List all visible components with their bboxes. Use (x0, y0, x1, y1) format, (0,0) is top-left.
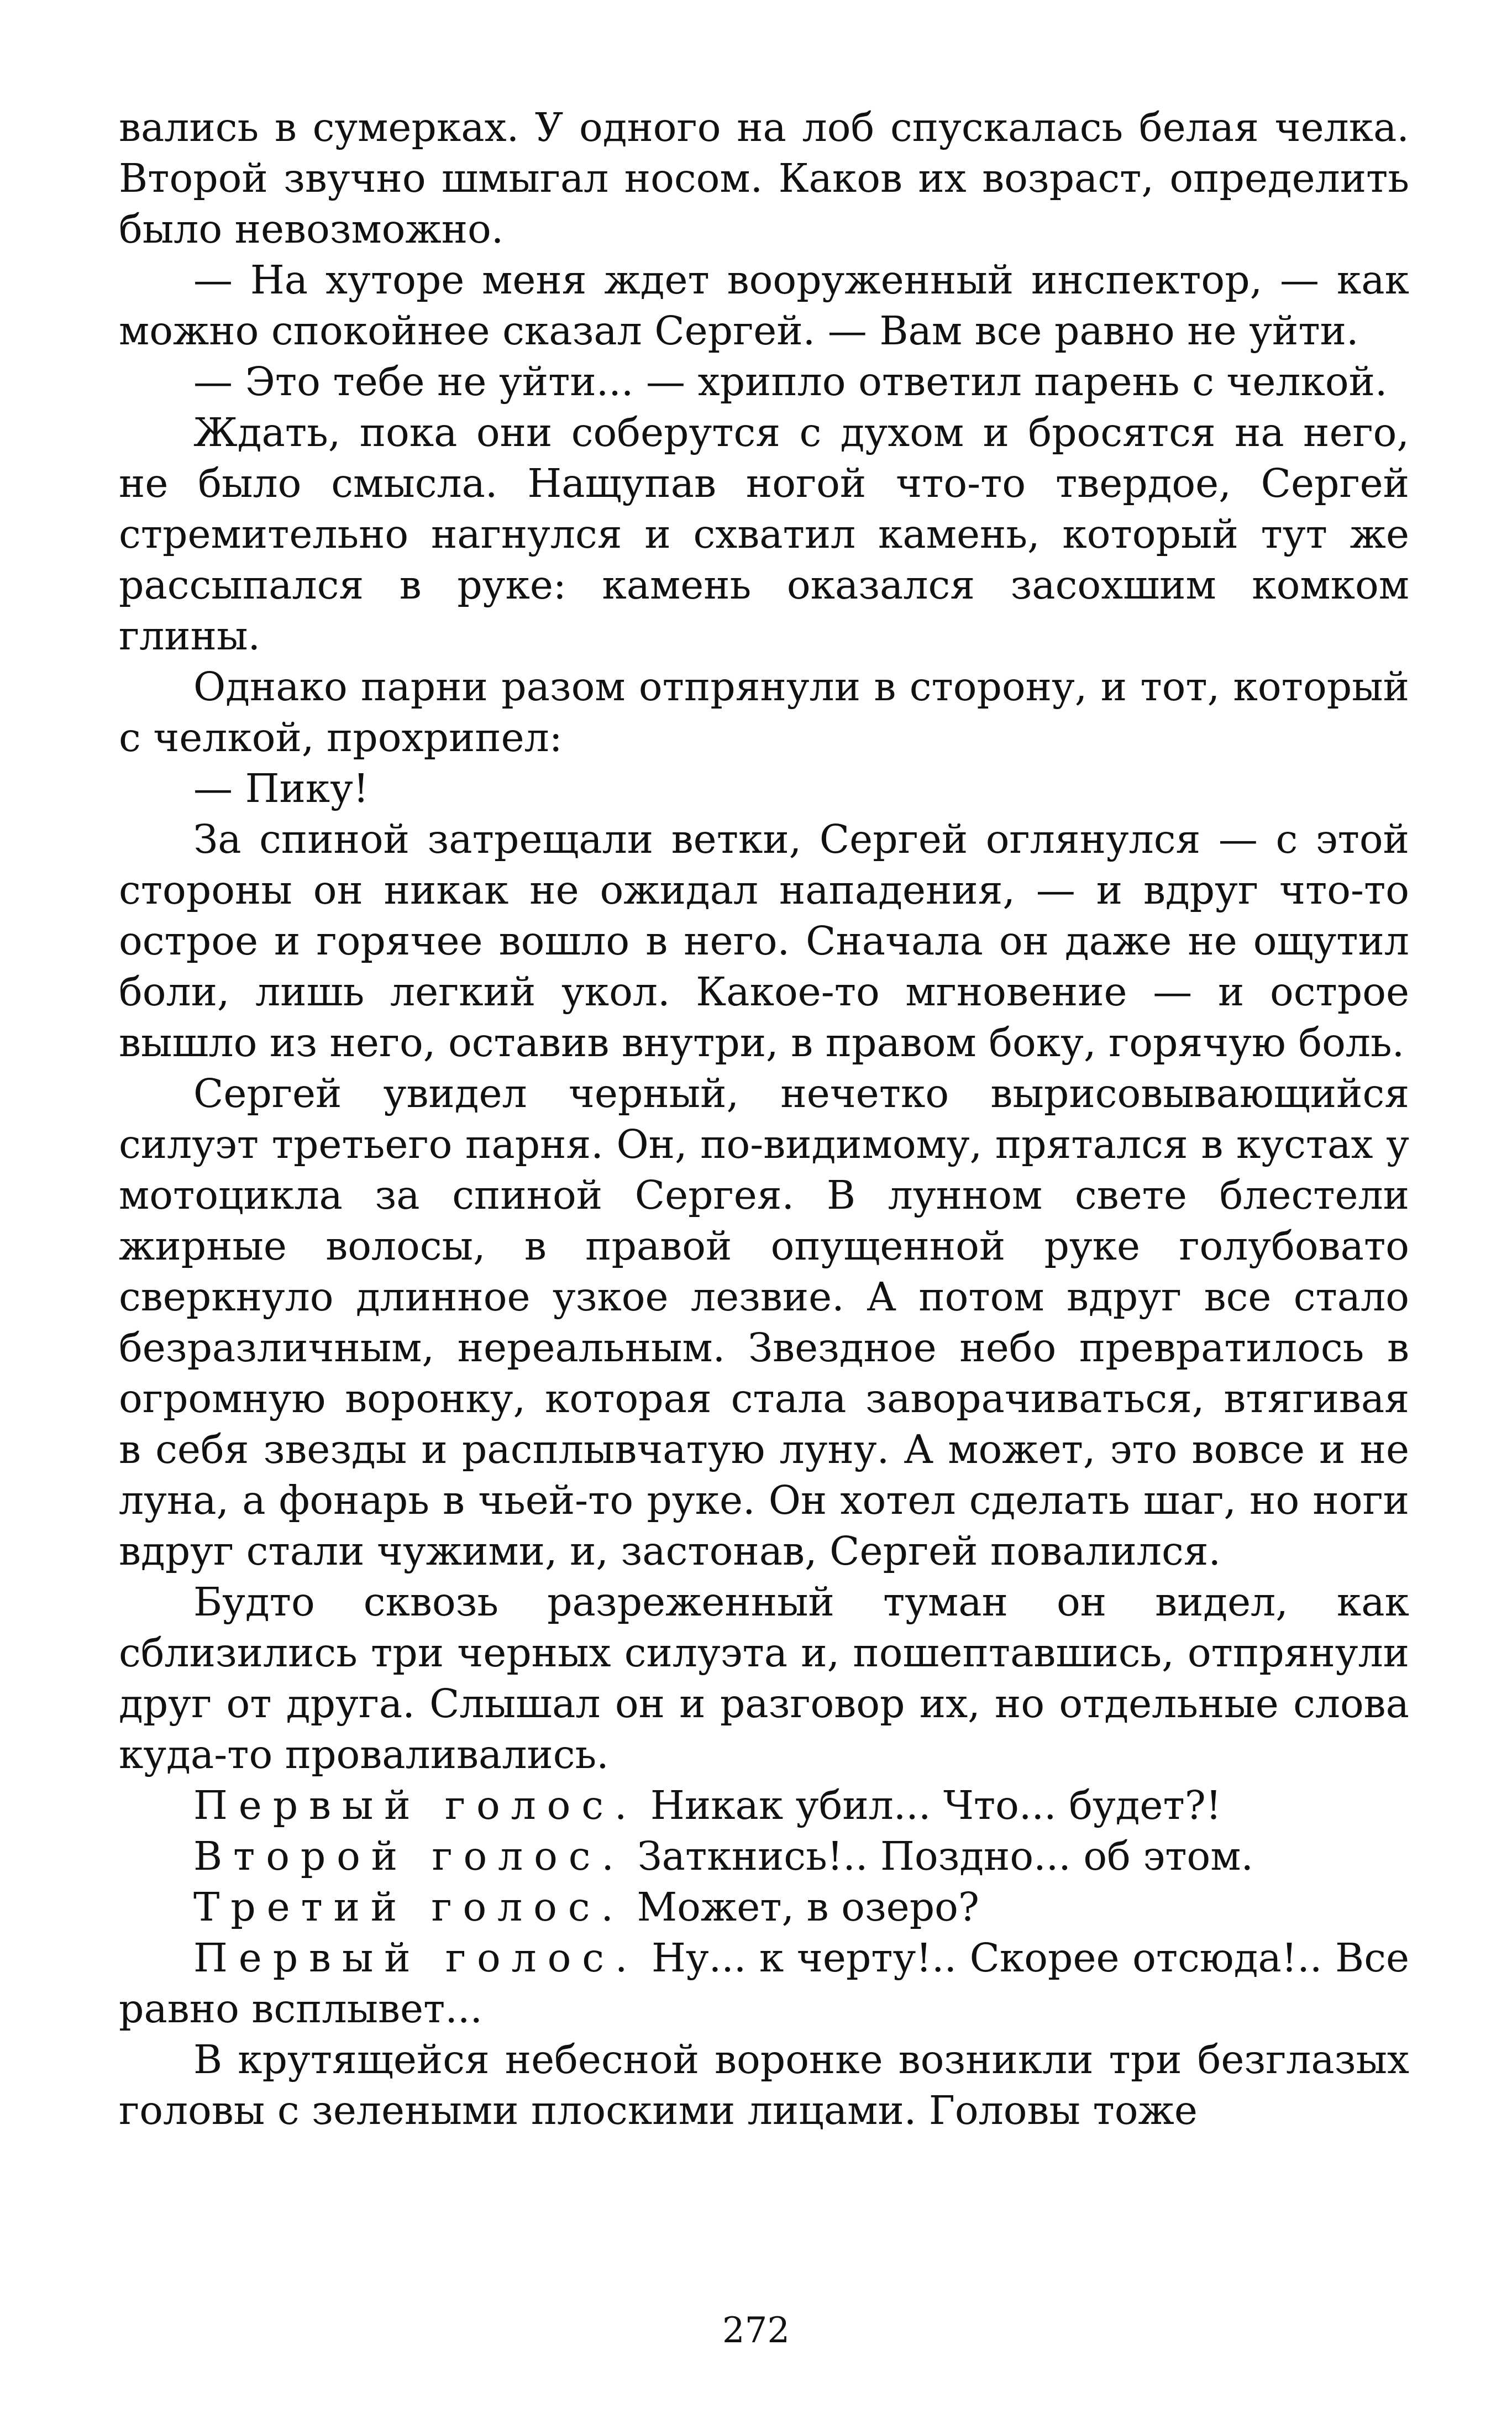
paragraph-6: — Пику! (193, 765, 369, 811)
paragraph-closing: В крутящейся небесной воронке возникли три безглазых головы с зелеными плоскими лицами. Головы тоже (119, 2037, 1409, 2133)
speaker-label: Первый голос. (193, 1935, 639, 1981)
dialogue-text: Ну... к черту!.. Скорее отсюда!.. Все равно всплывет... (119, 1935, 1409, 2032)
speaker-label: Первый голос. (193, 1782, 638, 1828)
page-number: 272 (722, 2310, 790, 2351)
dialogue-line-1 (119, 1780, 1409, 1831)
paragraph-9: Будто сквозь разреженный туман он видел, как сблизились три черных силуэта и, пошептавшись, отпрянули друг от друга. Слышал он и разговор их, но отдельные слова куда-то проваливались. (119, 1579, 1409, 1777)
dialogue-line-2 (119, 1831, 1409, 1882)
paragraph-5: Однако парни разом отпрянули в сторону, и тот, который с челкой, прохрипел: (119, 664, 1409, 760)
speaker-label: Третий голос. (193, 1884, 624, 1930)
dialogue-line-4 (119, 1933, 1409, 2034)
paragraph-3: — Это тебе не уйти... — хрипло ответил парень с челкой. (193, 359, 1388, 405)
paragraph-8: Сергей увидел черный, нечетко вырисовывающийся силуэт третьего парня. Он, по-видимому, прятался в кустах у мотоцикла за спиной Сергея. В лунном свете блестели жирные волосы, в правой опущенной руке голубовато сверкнуло длинное узкое лезвие. А потом вдруг все стало безразличным, нереальным. Звездное небо превратилось в огромную воронку, которая стала заворачиваться, втягивая в себя звезды и расплывчатую луну. А может, это вовсе и не луна, а фонарь в чьей-то руке. Он хотел сделать шаг, но ноги вдруг стали чужими, и, застонав, Сергей повалился. (119, 1071, 1409, 1574)
page-body (119, 102, 1409, 2136)
paragraph-1: вались в сумерках. У одного на лоб спускалась белая челка. Второй звучно шмыгал носом. Каков их возраст, определить было невозможно. (119, 104, 1409, 252)
dialogue-line-3 (119, 1882, 1409, 1933)
dialogue-text: Может, в озеро? (637, 1884, 979, 1930)
paragraph-7: За спиной затрещали ветки, Сергей оглянулся — с этой стороны он никак не ожидал нападения, — и вдруг что-то острое и горячее вошло в него. Сначала он даже не ощутил боли, лишь легкий укол. Какое-то мгновение — и острое вышло из него, оставив внутри, в правом боку, горячую боль. (119, 816, 1409, 1066)
speaker-label: Второй голос. (193, 1833, 625, 1879)
paragraph-2: — На хуторе меня ждет вооруженный инспектор, — как можно спокойнее сказал Сергей. — Вам все равно не уйти. (119, 257, 1409, 354)
paragraph-4: Ждать, пока они соберутся с духом и бросятся на него, не было смысла. Нащупав ногой что-то твердое, Сергей стремительно нагнулся и схватил камень, который тут же рассыпался в руке: камень оказался засохшим комком глины. (119, 410, 1409, 659)
dialogue-text: Никак убил... Что... будет?! (650, 1782, 1222, 1828)
dialogue-text: Заткнись!.. Поздно... об этом. (637, 1833, 1254, 1879)
